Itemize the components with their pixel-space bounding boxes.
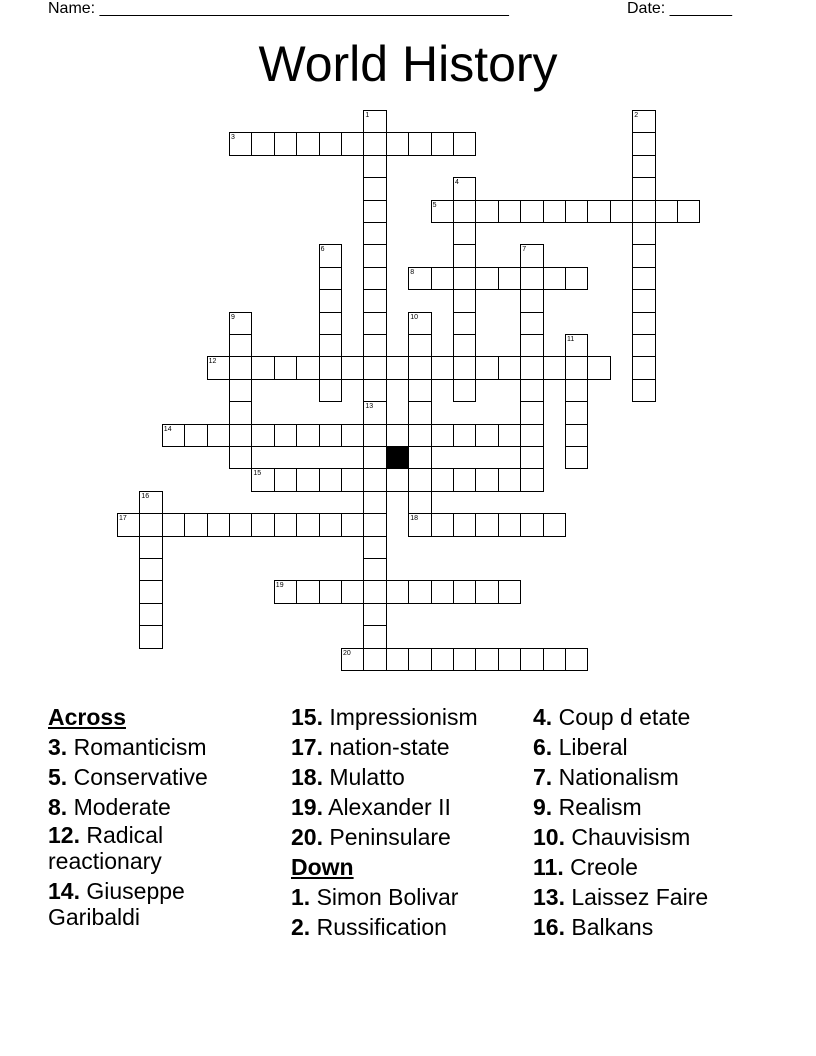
grid-cell[interactable] [229, 401, 252, 424]
clues-column-2 [291, 702, 526, 942]
grid-cell[interactable] [117, 513, 140, 536]
grid-cell[interactable] [453, 200, 476, 223]
grid-cell[interactable] [229, 379, 252, 402]
grid-cell[interactable] [184, 513, 207, 536]
grid-cell[interactable] [363, 222, 386, 245]
grid-cell[interactable] [341, 132, 364, 155]
grid-cell[interactable] [229, 334, 252, 357]
grid-clue-number: 19 [275, 582, 284, 590]
grid-cell[interactable] [431, 468, 454, 491]
grid-cell[interactable] [408, 424, 431, 447]
grid-cell[interactable] [408, 356, 431, 379]
grid-cell[interactable] [431, 648, 454, 671]
grid-cell[interactable] [453, 267, 476, 290]
grid-cell[interactable] [565, 401, 588, 424]
grid-cell[interactable] [229, 132, 252, 155]
grid-cell[interactable] [363, 580, 386, 603]
grid-cell[interactable] [363, 267, 386, 290]
grid-cell[interactable] [207, 424, 230, 447]
grid-cell[interactable] [274, 132, 297, 155]
clue-across-19: 19. Alexander II [291, 794, 451, 820]
grid-cell[interactable] [363, 625, 386, 648]
clues-column-3 [533, 702, 793, 942]
grid-clue-number: 8 [410, 268, 415, 276]
grid-cell[interactable] [475, 356, 498, 379]
date-field-label: Date: _______ [627, 0, 732, 17]
grid-cell[interactable] [274, 424, 297, 447]
grid-cell[interactable] [453, 424, 476, 447]
grid-cell[interactable] [475, 200, 498, 223]
grid-cell[interactable] [251, 132, 274, 155]
grid-clue-number: 6 [320, 246, 325, 254]
grid-cell[interactable] [453, 222, 476, 245]
grid-cell[interactable] [139, 558, 162, 581]
grid-cell[interactable] [632, 244, 655, 267]
grid-cell[interactable] [408, 401, 431, 424]
grid-cell[interactable] [431, 200, 454, 223]
grid-cell[interactable] [319, 312, 342, 335]
grid-cell[interactable] [587, 356, 610, 379]
grid-cell[interactable] [632, 356, 655, 379]
grid-clue-number: 7 [522, 246, 527, 254]
grid-cell[interactable] [363, 424, 386, 447]
grid-cell[interactable] [319, 267, 342, 290]
grid-cell[interactable] [229, 356, 252, 379]
grid-cell[interactable] [520, 401, 543, 424]
grid-cell[interactable] [475, 468, 498, 491]
grid-cell[interactable] [363, 312, 386, 335]
grid-cell[interactable] [341, 648, 364, 671]
grid-cell[interactable] [655, 200, 678, 223]
grid-cell[interactable] [139, 580, 162, 603]
grid-cell[interactable] [229, 424, 252, 447]
grid-cell[interactable] [296, 132, 319, 155]
grid-cell[interactable] [363, 289, 386, 312]
grid-cell[interactable] [386, 468, 409, 491]
grid-cell[interactable] [632, 177, 655, 200]
grid-cell[interactable] [543, 200, 566, 223]
clue-down-1: 1. Simon Bolivar [291, 884, 459, 910]
grid-cell[interactable] [319, 132, 342, 155]
grid-cell[interactable] [363, 558, 386, 581]
grid-cell[interactable] [319, 468, 342, 491]
grid-cell[interactable] [632, 289, 655, 312]
grid-cell[interactable] [296, 468, 319, 491]
grid-cell[interactable] [319, 356, 342, 379]
grid-cell[interactable] [319, 424, 342, 447]
grid-cell[interactable] [139, 491, 162, 514]
grid-cell[interactable] [319, 244, 342, 267]
grid-cell[interactable] [632, 334, 655, 357]
grid-cell[interactable] [543, 513, 566, 536]
grid-cell[interactable] [363, 132, 386, 155]
grid-cell[interactable] [386, 424, 409, 447]
clue-down-9: 9. Realism [533, 794, 642, 820]
grid-cell[interactable] [610, 200, 633, 223]
grid-cell[interactable] [274, 468, 297, 491]
grid-cell[interactable] [632, 200, 655, 223]
grid-cell[interactable] [565, 424, 588, 447]
grid-cell[interactable] [431, 267, 454, 290]
grid-clue-number: 12 [208, 358, 217, 366]
grid-cell[interactable] [363, 200, 386, 223]
clue-across-12: 12. Radical reactionary [48, 822, 164, 874]
grid-cell[interactable] [363, 110, 386, 133]
grid-cell[interactable] [587, 200, 610, 223]
grid-cell[interactable] [520, 468, 543, 491]
grid-cell[interactable] [431, 356, 454, 379]
grid-cell[interactable] [475, 513, 498, 536]
grid-cell[interactable] [543, 648, 566, 671]
grid-cell[interactable] [296, 513, 319, 536]
grid-clue-number: 10 [410, 313, 418, 321]
grid-clue-number: 11 [567, 336, 575, 343]
grid-cell[interactable] [520, 244, 543, 267]
grid-cell[interactable] [184, 424, 207, 447]
clue-down-11: 11. Creole [533, 854, 638, 880]
grid-cell[interactable] [341, 580, 364, 603]
clue-down-4: 4. Coup d etate [533, 704, 691, 730]
clue-down-16: 16. Balkans [533, 914, 654, 940]
grid-cell[interactable] [139, 625, 162, 648]
grid-cell[interactable] [453, 648, 476, 671]
grid-cell[interactable] [632, 132, 655, 155]
grid-cell[interactable] [274, 580, 297, 603]
grid-cell[interactable] [139, 536, 162, 559]
grid-cell[interactable] [363, 648, 386, 671]
clue-down-6: 6. Liberal [533, 734, 628, 760]
grid-cell[interactable] [632, 110, 655, 133]
grid-clue-number: 2 [634, 112, 639, 119]
clue-across-17: 17. nation-state [291, 734, 450, 760]
down-heading: Down [291, 854, 354, 880]
grid-clue-number: 5 [432, 201, 437, 209]
grid-cell[interactable] [341, 468, 364, 491]
grid-cell[interactable] [475, 424, 498, 447]
grid-cell[interactable] [498, 356, 521, 379]
grid-cell[interactable] [453, 289, 476, 312]
grid-cell[interactable] [520, 356, 543, 379]
grid-cell[interactable] [408, 513, 431, 536]
grid-cell[interactable] [386, 356, 409, 379]
across-heading: Across [48, 704, 126, 730]
grid-clue-number: 16 [141, 492, 150, 500]
grid-cell[interactable] [251, 468, 274, 491]
grid-cell[interactable] [363, 446, 386, 469]
clue-across-5: 5. Conservative [48, 764, 208, 790]
grid-cell[interactable] [543, 267, 566, 290]
grid-clue-number: 17 [119, 515, 127, 523]
grid-cell[interactable] [520, 312, 543, 335]
grid-cell[interactable] [498, 648, 521, 671]
grid-clue-number: 14 [163, 425, 172, 433]
grid-cell[interactable] [207, 356, 230, 379]
grid-cell[interactable] [632, 312, 655, 335]
grid-cell[interactable] [453, 334, 476, 357]
grid-cell[interactable] [274, 356, 297, 379]
grid-cell[interactable] [363, 491, 386, 514]
grid-cell[interactable] [475, 648, 498, 671]
grid-cell[interactable] [565, 379, 588, 402]
grid-cell[interactable] [363, 401, 386, 424]
grid-cell[interactable] [475, 580, 498, 603]
grid-clue-number: 3 [231, 134, 235, 142]
grid-cell[interactable] [565, 446, 588, 469]
grid-cell[interactable] [632, 155, 655, 178]
grid-cell[interactable] [341, 356, 364, 379]
grid-cell[interactable] [520, 513, 543, 536]
grid-cell[interactable] [431, 132, 454, 155]
grid-cell[interactable] [363, 244, 386, 267]
grid-cell[interactable] [296, 356, 319, 379]
grid-cell[interactable] [139, 513, 162, 536]
grid-cell[interactable] [408, 648, 431, 671]
grid-cell[interactable] [565, 334, 588, 357]
grid-cell[interactable] [632, 222, 655, 245]
grid-cell[interactable] [408, 267, 431, 290]
grid-cell[interactable] [162, 513, 185, 536]
grid-cell[interactable] [453, 132, 476, 155]
grid-cell[interactable] [453, 312, 476, 335]
grid-cell[interactable] [520, 200, 543, 223]
clue-down-7: 7. Nationalism [533, 764, 679, 790]
grid-clue-number: 9 [231, 313, 235, 321]
grid-cell[interactable] [453, 513, 476, 536]
grid-clue-number: 18 [410, 515, 418, 523]
grid-cell[interactable] [363, 155, 386, 178]
grid-cell[interactable] [363, 603, 386, 626]
clue-across-18: 18. Mulatto [291, 764, 405, 790]
grid-clue-number: 1 [365, 112, 370, 119]
grid-cell[interactable] [363, 334, 386, 357]
name-field-label: Name: ______________________________________________ [48, 0, 509, 17]
grid-cell[interactable] [431, 513, 454, 536]
grid-cell[interactable] [386, 648, 409, 671]
grid-cell[interactable] [274, 513, 297, 536]
clues-column-1 [48, 702, 283, 934]
grid-cell[interactable] [408, 379, 431, 402]
grid-cell[interactable] [319, 513, 342, 536]
grid-cell[interactable] [520, 648, 543, 671]
clue-down-10: 10. Chauvisism [533, 824, 691, 850]
grid-cell[interactable] [408, 491, 431, 514]
grid-cell[interactable] [565, 200, 588, 223]
grid-cell[interactable] [565, 267, 588, 290]
grid-clue-number: 20 [343, 649, 351, 657]
grid-cell[interactable] [520, 446, 543, 469]
grid-cell[interactable] [408, 312, 431, 335]
grid-cell[interactable] [386, 132, 409, 155]
grid-cell[interactable] [453, 379, 476, 402]
clue-across-15: 15. Impressionism [291, 704, 478, 730]
grid-cell[interactable] [363, 513, 386, 536]
grid-cell[interactable] [632, 379, 655, 402]
grid-cell[interactable] [408, 132, 431, 155]
grid-cell[interactable] [319, 580, 342, 603]
grid-cell[interactable] [498, 580, 521, 603]
grid-cell[interactable] [520, 267, 543, 290]
grid-cell[interactable] [296, 424, 319, 447]
grid-cell[interactable] [319, 379, 342, 402]
grid-cell[interactable] [162, 424, 185, 447]
grid-cell[interactable] [565, 648, 588, 671]
clue-across-20: 20. Peninsulare [291, 824, 451, 850]
page-title: World History [258, 36, 558, 92]
grid-clue-number: 13 [365, 403, 374, 411]
grid-cell[interactable] [229, 446, 252, 469]
grid-cell[interactable] [520, 289, 543, 312]
grid-cell[interactable] [296, 580, 319, 603]
grid-cell[interactable] [632, 267, 655, 290]
grid-clue-number: 15 [253, 470, 262, 478]
grid-cell[interactable] [498, 513, 521, 536]
grid-cell[interactable] [498, 424, 521, 447]
grid-cell[interactable] [453, 177, 476, 200]
grid-clue-number: 4 [455, 179, 459, 187]
grid-cell[interactable] [363, 356, 386, 379]
grid-cell[interactable] [408, 334, 431, 357]
grid-cell[interactable] [319, 289, 342, 312]
grid-cell[interactable] [229, 513, 252, 536]
grid-cell[interactable] [363, 177, 386, 200]
clue-across-14: 14. Giuseppe Garibaldi [48, 878, 185, 930]
grid-cell[interactable] [677, 200, 700, 223]
grid-cell[interactable] [498, 200, 521, 223]
grid-cell[interactable] [408, 580, 431, 603]
grid-cell[interactable] [319, 334, 342, 357]
clue-down-13: 13. Laissez Faire [533, 884, 709, 910]
grid-cell[interactable] [453, 356, 476, 379]
grid-cell[interactable] [520, 334, 543, 357]
grid-cell[interactable] [431, 580, 454, 603]
clue-down-2: 2. Russification [291, 914, 447, 940]
grid-cell[interactable] [139, 603, 162, 626]
grid-cell[interactable] [363, 379, 386, 402]
grid-cell[interactable] [408, 468, 431, 491]
grid-cell[interactable] [565, 356, 588, 379]
grid-cell[interactable] [341, 424, 364, 447]
grid-cell[interactable] [520, 379, 543, 402]
grid-cell[interactable] [386, 580, 409, 603]
clue-across-3: 3. Romanticism [48, 734, 207, 760]
grid-cell[interactable] [207, 513, 230, 536]
grid-cell[interactable] [543, 356, 566, 379]
grid-cell[interactable] [341, 513, 364, 536]
grid-cell[interactable] [453, 244, 476, 267]
grid-cell[interactable] [363, 468, 386, 491]
grid-block [386, 446, 409, 469]
grid-cell[interactable] [408, 446, 431, 469]
grid-cell[interactable] [498, 468, 521, 491]
grid-cell[interactable] [498, 267, 521, 290]
clue-across-8: 8. Moderate [48, 794, 171, 820]
grid-cell[interactable] [251, 513, 274, 536]
grid-cell[interactable] [251, 356, 274, 379]
grid-cell[interactable] [520, 424, 543, 447]
grid-cell[interactable] [363, 536, 386, 559]
grid-cell[interactable] [431, 424, 454, 447]
grid-cell[interactable] [251, 424, 274, 447]
grid-cell[interactable] [229, 312, 252, 335]
grid-cell[interactable] [453, 468, 476, 491]
grid-cell[interactable] [475, 267, 498, 290]
grid-cell[interactable] [453, 580, 476, 603]
